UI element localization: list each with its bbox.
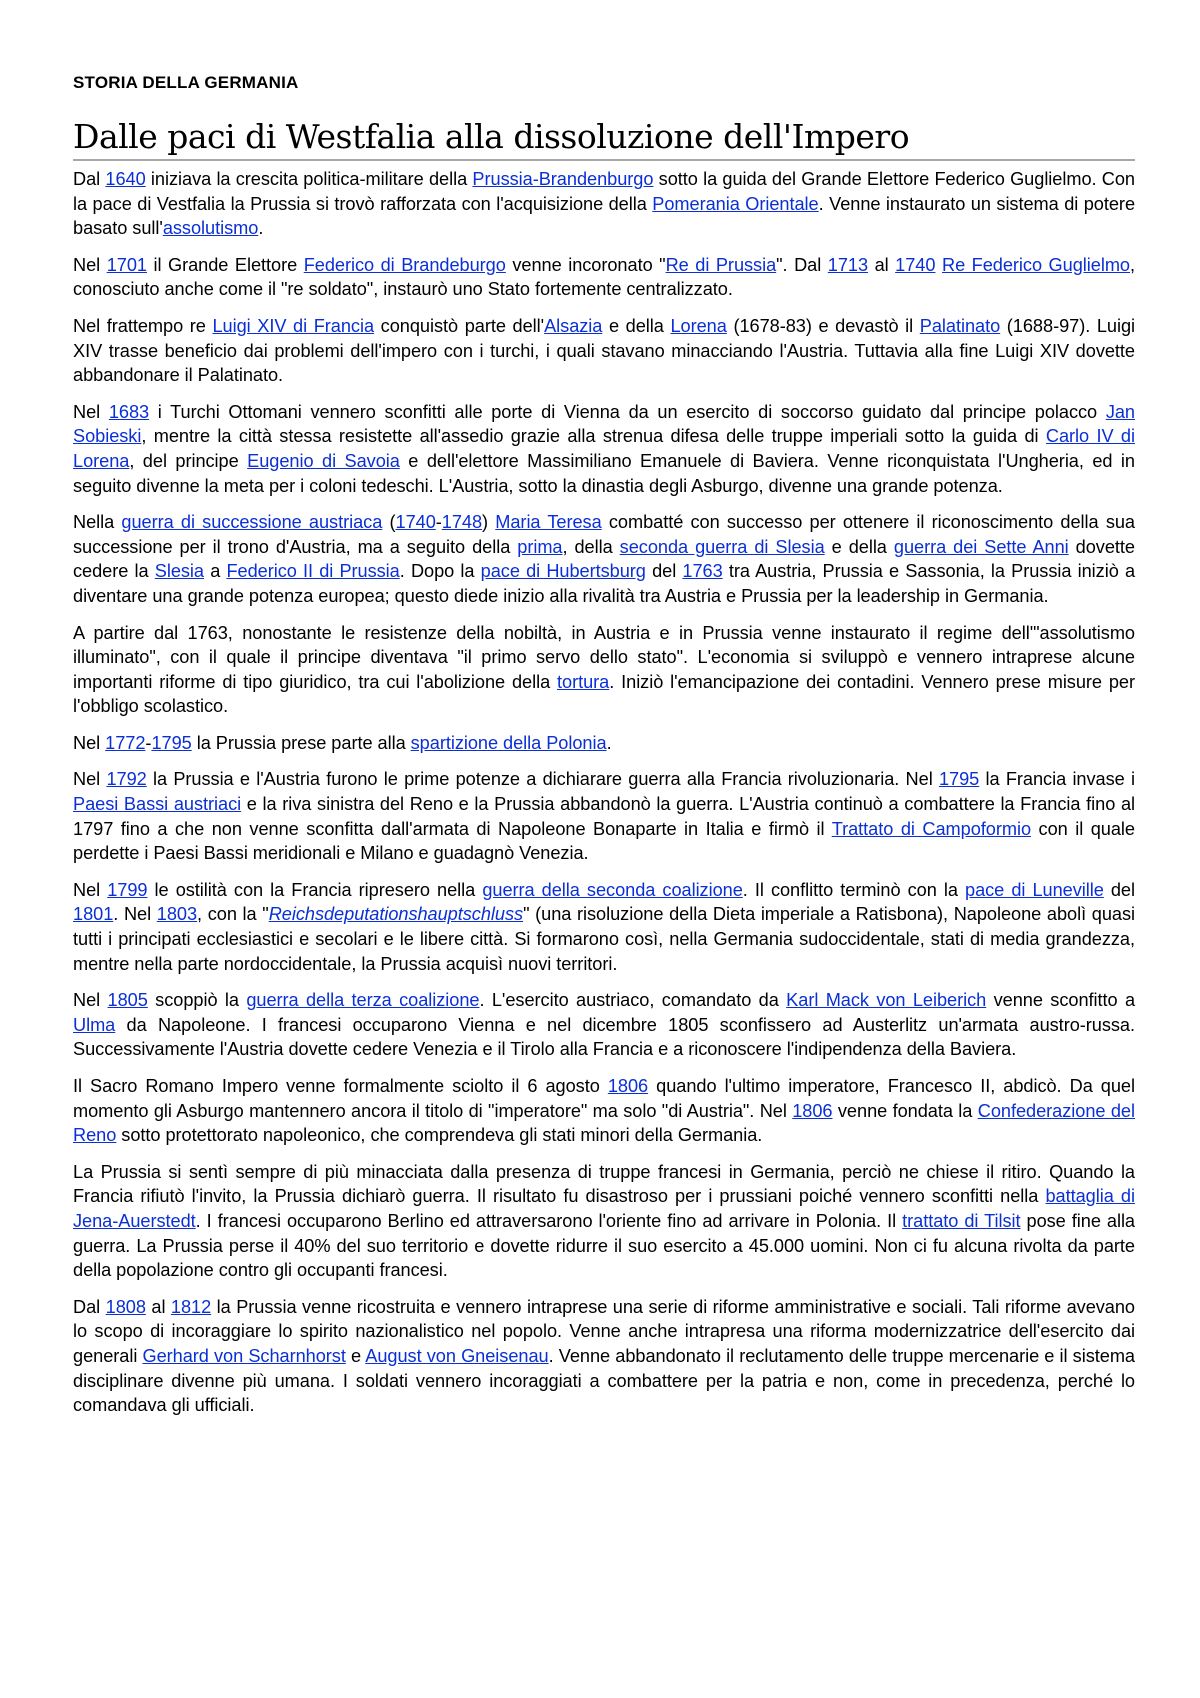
inline-link[interactable]: 1713 bbox=[827, 254, 869, 275]
paragraph bbox=[73, 400, 1135, 498]
inline-link[interactable]: Lorena bbox=[670, 315, 727, 336]
inline-link[interactable]: guerra di successione austriaca bbox=[121, 512, 383, 533]
text-run: venne sconfitto a bbox=[986, 990, 1136, 1011]
text-run: la Prussia prese parte alla bbox=[191, 732, 411, 753]
text-run: e della bbox=[602, 315, 671, 336]
inline-link[interactable]: 1740 bbox=[395, 512, 436, 533]
paragraph bbox=[73, 167, 1135, 241]
inline-link[interactable]: Maria Teresa bbox=[495, 512, 602, 533]
inline-link[interactable]: spartizione della Polonia bbox=[410, 732, 607, 753]
text-run: venne fondata la bbox=[832, 1100, 978, 1121]
text-run: . L'esercito austriaco, comandato da bbox=[479, 990, 787, 1011]
inline-link[interactable]: Carlo IV di Lorena bbox=[73, 426, 1135, 471]
inline-link[interactable]: Federico II di Prussia bbox=[226, 561, 400, 582]
text-run: il Grande Elettore bbox=[146, 254, 304, 275]
paragraph bbox=[73, 878, 1135, 976]
text-run: Dal bbox=[73, 1296, 106, 1317]
inline-link[interactable]: Gerhard von Scharnhorst bbox=[142, 1345, 346, 1366]
text-run: , della bbox=[562, 536, 620, 557]
inline-link[interactable]: tortura bbox=[557, 671, 610, 692]
inline-link[interactable]: Confederazione del Reno bbox=[73, 1100, 1135, 1146]
text-run: (1678-83) e devastò il bbox=[726, 315, 920, 336]
text-run: Dal bbox=[73, 169, 106, 189]
inline-link[interactable]: 1701 bbox=[106, 254, 147, 275]
text-run: Nel frattempo re bbox=[73, 315, 213, 336]
inline-link[interactable]: 1683 bbox=[108, 401, 150, 422]
text-run: A partire dal 1763, nonostante le resistenze della nobiltà, in Austria e in Prussia venne instaurato il regime dell'"assolutismo illuminato", con il quale il principe diventava "il primo servo dello stato". L'economia si sviluppò e vennero intraprese alcune importanti riforme di tipo giuridico, tra cui l'abolizione della bbox=[73, 622, 1135, 692]
inline-link[interactable]: 1792 bbox=[106, 769, 147, 790]
text-run: conquistò parte dell' bbox=[374, 315, 545, 336]
paragraph bbox=[73, 510, 1135, 608]
inline-link[interactable]: Jan Sobieski bbox=[73, 401, 1135, 447]
paragraph bbox=[73, 1295, 1135, 1418]
text-run: al bbox=[145, 1296, 171, 1317]
inline-link[interactable]: August von Gneisenau bbox=[365, 1345, 549, 1366]
inline-link[interactable]: Palatinato bbox=[919, 315, 1001, 336]
text-run: sotto la guida del Grande Elettore Federico Guglielmo. Con la pace di Vestfalia la Prussia si trovò rafforzata con l'acquisizione della bbox=[73, 169, 1135, 214]
inline-link[interactable]: guerra della terza coalizione bbox=[246, 990, 480, 1011]
text-run: del bbox=[1103, 879, 1135, 900]
inline-link[interactable]: 1812 bbox=[170, 1296, 212, 1317]
text-run: Nel bbox=[73, 732, 106, 753]
inline-link[interactable]: 1740 bbox=[895, 254, 936, 275]
text-run: , mentre la città stessa resistette all'assedio grazie alla strenua difesa delle truppe imperiali sotto la guida di bbox=[141, 426, 1046, 447]
inline-link[interactable]: trattato di Tilsit bbox=[902, 1210, 1021, 1231]
text-run: con il quale perdette i Paesi Bassi meridionali e Milano e guadagnò Venezia. bbox=[73, 818, 1135, 864]
text-run: - bbox=[435, 512, 442, 533]
inline-link[interactable]: 1763 bbox=[682, 561, 723, 582]
text-run: Nel bbox=[73, 254, 107, 275]
paragraph bbox=[73, 767, 1135, 865]
inline-link[interactable]: Alsazia bbox=[544, 315, 603, 336]
text-run: venne incoronato " bbox=[505, 254, 666, 275]
text-run: i Turchi Ottomani vennero sconfitti alle porte di Vienna da un esercito di soccorso guidato dal principe polacco bbox=[149, 401, 1106, 422]
text-run: . Il conflitto terminò con la bbox=[742, 879, 965, 900]
paragraph bbox=[73, 731, 1135, 756]
inline-link[interactable]: Slesia bbox=[154, 561, 204, 582]
document-page bbox=[73, 72, 1135, 1430]
inline-link[interactable]: Pomerania Orientale bbox=[652, 193, 819, 214]
section-kicker: STORIA DELLA GERMANIA bbox=[73, 73, 299, 92]
text-run: Nel bbox=[73, 879, 108, 900]
inline-link[interactable]: guerra dei Sette Anni bbox=[893, 536, 1069, 557]
inline-link[interactable]: Reichsdeputationshauptschluss bbox=[268, 904, 524, 925]
paragraph bbox=[73, 314, 1135, 388]
text-run: ". Dal bbox=[776, 254, 828, 275]
text-run: , del principe bbox=[129, 450, 248, 471]
inline-link[interactable]: 1772 bbox=[105, 732, 146, 753]
text-run: . I francesi occuparono Berlino ed attraversarono l'oriente fino ad arrivare in Polonia. Il bbox=[195, 1210, 903, 1231]
article-body bbox=[73, 167, 1135, 1418]
inline-link[interactable]: battaglia di Jena-Auerstedt bbox=[73, 1186, 1135, 1231]
text-run: Il Sacro Romano Impero venne formalmente sciolto il 6 agosto bbox=[73, 1076, 608, 1096]
text-run: , con la " bbox=[197, 904, 269, 925]
inline-link[interactable]: Ulma bbox=[73, 1014, 116, 1035]
inline-link[interactable]: 1795 bbox=[151, 732, 192, 753]
inline-link[interactable]: Prussia-Brandenburgo bbox=[472, 169, 654, 189]
text-run: e la riva sinistra del Reno e la Prussia abbandonò la guerra. L'Austria continuò a combattere la Francia fino al 1797 fino a che non venne sconfitta dall'armata di Napoleone Bonaparte in Italia e firmò il bbox=[73, 794, 1136, 839]
text-run: , conosciuto anche come il "re soldato", instaurò uno Stato fortemente centralizzato. bbox=[73, 254, 1136, 300]
text-run: Nel bbox=[73, 769, 107, 790]
inline-link[interactable]: Re Federico Guglielmo bbox=[941, 254, 1130, 275]
inline-link[interactable]: 1799 bbox=[107, 879, 148, 900]
text-run: sotto protettorato napoleonico, che comprendeva gli stati minori della Germania. bbox=[116, 1125, 763, 1146]
text-run: dovette cedere la bbox=[73, 536, 1135, 582]
text-run: le ostilità con la Francia ripresero nella bbox=[147, 879, 483, 900]
inline-link[interactable]: pace di Hubertsburg bbox=[480, 561, 646, 582]
inline-link[interactable]: guerra della seconda coalizione bbox=[482, 879, 743, 900]
text-run: Nel bbox=[73, 990, 108, 1011]
text-run: scoppiò la bbox=[147, 990, 247, 1011]
page-title: Dalle paci di Westfalia alla dissoluzione dell'Impero bbox=[73, 116, 1135, 161]
text-run: Nella bbox=[73, 512, 122, 533]
text-run: a bbox=[204, 561, 227, 582]
inline-link[interactable]: Trattato di Campoformio bbox=[831, 818, 1032, 839]
inline-link[interactable]: 1640 bbox=[105, 169, 146, 189]
inline-link[interactable]: Eugenio di Savoia bbox=[247, 450, 400, 471]
text-run: La Prussia si sentì sempre di più minacciata dalla presenza di truppe francesi in Germania, perciò ne chiese il ritiro. Quando la Francia rifiutò l'invito, la Prussia dichiarò guerra. Il risultato fu disastroso per i prussiani poiché vennero sconfitti nella bbox=[73, 1161, 1135, 1207]
inline-link[interactable]: Luigi XIV di Francia bbox=[212, 315, 375, 336]
text-run: e bbox=[345, 1345, 366, 1366]
text-run: e della bbox=[824, 536, 894, 557]
paragraph bbox=[73, 253, 1135, 302]
text-run: da Napoleone. I francesi occuparono Vienna e nel dicembre 1805 sconfissero ad Austerlitz un'armata austro-russa. Successivamente l'Austria dovette cedere Venezia e il Tirolo alla Francia e a riconoscere l'indipendenza della Baviera. bbox=[73, 1014, 1135, 1060]
text-run: del bbox=[645, 561, 683, 582]
text-run: la Prussia venne ricostruita e vennero intraprese una serie di riforme amministrative e sociali. Tali riforme avevano lo scopo di incoraggiare lo spirito nazionalistico nel popolo. Venne anche intrapresa una riforma modernizzatrice dell'esercito dai generali bbox=[73, 1296, 1135, 1366]
text-run: quando l'ultimo imperatore, Francesco II, abdicò. Da quel momento gli Asburgo mantennero ancora il titolo di "imperatore" ma solo "di Austria". Nel bbox=[73, 1076, 1135, 1121]
text-run: . Dopo la bbox=[399, 561, 481, 582]
text-run: . Iniziò l'emancipazione dei contadini. Vennero prese misure per l'obbligo scolastico. bbox=[73, 671, 1135, 717]
inline-link[interactable]: 1748 bbox=[441, 512, 483, 533]
inline-link[interactable]: Federico di Brandeburgo bbox=[303, 254, 506, 275]
inline-link[interactable]: 1801 bbox=[73, 904, 114, 925]
text-run: tra Austria, Prussia e Sassonia, la Prussia iniziò a diventare una grande potenza europea; questo diede inizio alla rivalità tra Austria e Prussia per la leadership in Germania. bbox=[73, 561, 1136, 606]
inline-link[interactable]: Paesi Bassi austriaci bbox=[73, 794, 242, 815]
inline-link[interactable]: 1806 bbox=[607, 1076, 649, 1096]
inline-link[interactable]: Re di Prussia bbox=[665, 254, 777, 275]
text-run: al bbox=[868, 254, 896, 275]
inline-link[interactable]: seconda guerra di Slesia bbox=[619, 536, 825, 557]
inline-link[interactable]: 1805 bbox=[107, 990, 148, 1011]
text-run: pose fine alla guerra. La Prussia perse il 40% del suo territorio e dovette ridurre il suo esercito a 45.000 uomini. Non ci fu alcuna rivolta da parte della popolazione contro gli occupanti francesi. bbox=[73, 1210, 1135, 1281]
text-run: (1688-97). Luigi XIV trasse beneficio dai problemi dell'impero con i turchi, i quali stavano minacciando l'Austria. Tuttavia alla fine Luigi XIV dovette abbandonare il Palatinato. bbox=[73, 315, 1136, 386]
text-run: . Venne abbandonato il reclutamento delle truppe mercenarie e il sistema disciplinare divenne più umana. I soldati vennero incoraggiati a combattere per la patria e non, come in precedenza, perché lo comandava gli ufficiali. bbox=[73, 1345, 1135, 1416]
inline-link[interactable]: pace di Luneville bbox=[965, 879, 1104, 900]
paragraph bbox=[73, 988, 1135, 1062]
paragraph bbox=[73, 1160, 1135, 1283]
inline-link[interactable]: 1808 bbox=[105, 1296, 146, 1317]
text-run: la Prussia e l'Austria furono le prime potenze a dichiarare guerra alla Francia rivoluzionaria. Nel bbox=[146, 769, 939, 790]
text-run: . Nel bbox=[113, 904, 157, 925]
text-run: combatté con successo per ottenere il riconoscimento della sua successione per il trono d'Austria, ma a seguito della bbox=[73, 512, 1135, 557]
text-run: " (una risoluzione della Dieta imperiale a Ratisbona), Napoleone abolì quasi tutti i principati ecclesiastici e secolari e le libere città. Si formarono così, nella Germania sudoccidentale, stati di media grandezza, mentre nella parte nordoccidentale, la Prussia acquisì nuovi territori. bbox=[73, 904, 1135, 974]
text-run: . bbox=[258, 218, 264, 239]
text-run: la Francia invase i bbox=[979, 769, 1135, 790]
paragraph bbox=[73, 621, 1135, 719]
text-run: . Venne instaurato un sistema di potere basato sull' bbox=[73, 193, 1136, 239]
inline-link[interactable]: assolutismo bbox=[162, 218, 259, 239]
text-run: ) bbox=[482, 512, 496, 533]
text-run: - bbox=[145, 732, 152, 753]
paragraph bbox=[73, 1074, 1135, 1148]
inline-link[interactable]: 1806 bbox=[792, 1100, 833, 1121]
inline-link[interactable]: 1795 bbox=[938, 769, 980, 790]
text-run: e dell'elettore Massimiliano Emanuele di Baviera. Venne riconquistata l'Ungheria, ed in seguito divenne la meta per i coloni tedeschi. L'Austria, sotto la dinastia degli Asburgo, divenne una grande potenza. bbox=[73, 450, 1135, 496]
text-run: . bbox=[606, 732, 612, 753]
text-run: iniziava la crescita politica-militare della bbox=[145, 169, 473, 189]
inline-link[interactable]: Karl Mack von Leiberich bbox=[786, 990, 987, 1011]
text-run: Nel bbox=[73, 401, 109, 422]
inline-link[interactable]: prima bbox=[517, 536, 563, 557]
text-run: ( bbox=[382, 512, 396, 533]
inline-link[interactable]: 1803 bbox=[156, 904, 198, 925]
